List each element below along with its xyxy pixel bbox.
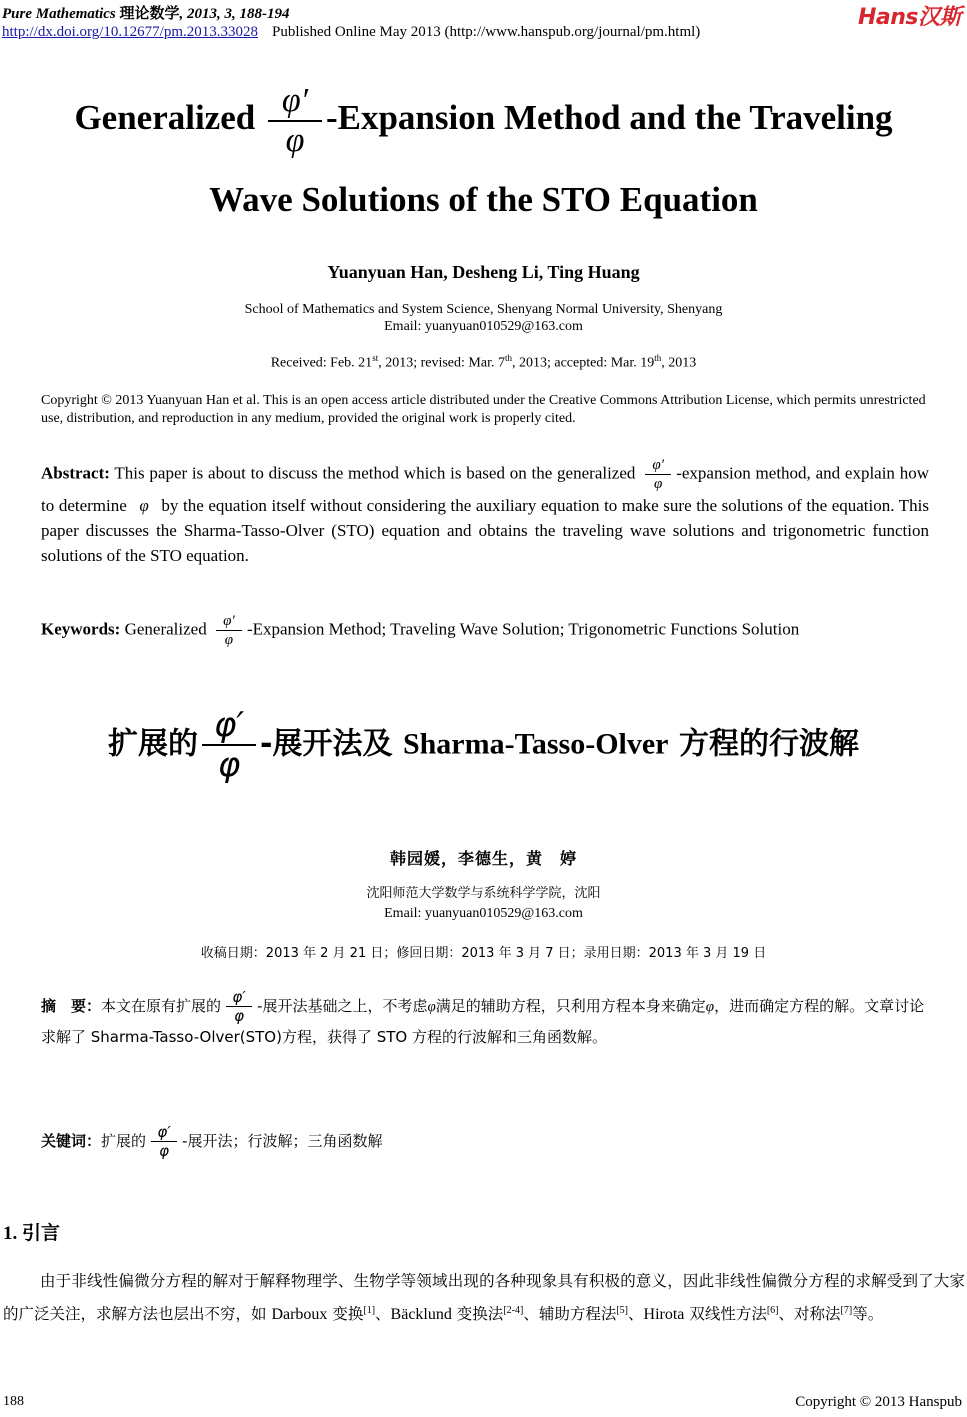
title-prefix: Generalized <box>74 98 256 138</box>
citation-ref[interactable]: [7] <box>840 1305 853 1316</box>
doi-link[interactable]: http://dx.doi.org/10.12677/pm.2013.33028 <box>2 24 258 40</box>
cn-dates: 收稿日期：2013 年 2 月 21 日；修回日期：2013 年 3 月 7 日；录用日期：2013 年 3 月 19 日 <box>200 946 767 961</box>
fraction-denominator: φ <box>159 1142 169 1160</box>
intro-text: 由于非线性偏微分方程的解对于解释物理学、生物学等领域出现的各种现象具有积极的意义，因此非线性偏微分方程的求解受到了大家的广泛关注，求解方法也层出不穷，如 <box>3 1272 965 1324</box>
fraction-numerator: φ′ <box>652 457 664 473</box>
fraction-denominator: φ <box>234 1007 244 1025</box>
citation-ref[interactable]: [2-4] <box>503 1305 524 1316</box>
cn-keywords-prefix: 扩展的 <box>101 1132 147 1150</box>
journal-name-cn: 理论数学 <box>119 6 180 22</box>
received-date: Received: Feb. 21 <box>270 355 373 371</box>
abstract <box>41 456 929 568</box>
intro-text: 、对称法 <box>778 1305 841 1324</box>
section-title: 引言 <box>22 1222 61 1244</box>
dates <box>0 353 967 372</box>
affiliation: School of Mathematics and System Science, Shenyang Normal University, Shenyang <box>244 302 723 317</box>
cn-abstract-text-4: ，进而确定方程的解。文章讨论求解了 Sharma-Tasso-Olver(STO)方程，获得了 STO 方程的行波解和三角函数解。 <box>41 997 925 1046</box>
published-info: Published Online May 2013 (http://www.hanspub.org/journal/pm.html) <box>271 24 701 40</box>
page-number: 188 <box>3 1394 24 1409</box>
keywords-prefix: Generalized <box>124 619 207 639</box>
journal-citation: , 2013, 3, 188-194 <box>179 6 290 22</box>
email: Email: yuanyuan010529@163.com <box>384 319 583 334</box>
citation-ref[interactable]: [6] <box>766 1305 779 1316</box>
abstract-text-2: -expansion method, and explain how to determine <box>41 463 929 515</box>
fraction-numerator: φ′ <box>213 705 245 745</box>
section-heading <box>3 1218 60 1245</box>
cn-abstract-fraction <box>226 988 252 1025</box>
dates-tail: , 2013 <box>661 355 697 371</box>
cn-title-suffix: 方程的行波解 <box>678 726 859 762</box>
accepted-sup: th <box>654 353 662 363</box>
keywords <box>41 612 941 649</box>
abstract-fraction <box>645 456 671 493</box>
cn-abstract-text-3: 满足的辅助方程，只利用方程本身来确定 <box>435 997 706 1015</box>
journal-name: Pure Mathematics <box>2 6 116 22</box>
revised-sup: th <box>504 353 512 363</box>
accepted-date: , 2013; accepted: Mar. 19 <box>511 355 655 371</box>
cn-abstract-label: 摘 要： <box>41 997 102 1015</box>
fraction-denominator: φ <box>285 122 305 159</box>
header-line <box>2 24 700 41</box>
revised-date: , 2013; revised: Mar. 7 <box>378 355 505 371</box>
phi-symbol: φ <box>139 496 149 515</box>
cn-abstract <box>41 988 933 1050</box>
intro-text: 、 <box>628 1305 644 1324</box>
cn-abstract-text-1: 本文在原有扩展的 <box>101 997 222 1015</box>
fraction-denominator: φ <box>224 632 234 648</box>
fraction-denominator: φ <box>217 745 241 785</box>
cn-paper-title <box>0 706 967 784</box>
hanspub-logo: Hans汉斯 <box>857 5 961 30</box>
intro-text: 、 <box>375 1305 391 1324</box>
phi-symbol: φ <box>705 999 715 1015</box>
cn-title-mid: -展开法及 <box>260 726 393 762</box>
copyright-notice: Copyright © 2013 Yuanyuan Han et al. This is an open access article distributed under the Creative Commons Attribution License, which permits unrestricted use, distribution, and reproduction in any medium, provided the original work is properly cited. <box>41 393 926 426</box>
affiliation-block <box>0 301 967 335</box>
fraction-denominator: φ <box>654 476 663 492</box>
intro-text: 、辅助方程法 <box>523 1305 617 1324</box>
fraction-numerator: φ′ <box>281 82 309 119</box>
cn-email: Email: yuanyuan010529@163.com <box>384 906 583 921</box>
keywords-fraction <box>216 612 242 649</box>
cn-authors: 韩园媛，李德生，黄 婷 <box>389 849 577 868</box>
fraction-numerator: φ′ <box>157 1123 171 1141</box>
journal-header <box>2 2 290 23</box>
keywords-label: Keywords: <box>41 619 121 639</box>
section-number: 1. <box>3 1223 18 1244</box>
cn-keywords-text: -展开法；行波解；三角函数解 <box>182 1132 383 1150</box>
keywords-text: -Expansion Method; Traveling Wave Solution; Trigonometric Functions Solution <box>246 619 800 639</box>
citation-ref[interactable]: [5] <box>616 1305 628 1316</box>
intro-text: 变换 <box>327 1305 364 1324</box>
paper-title-line2: Wave Solutions of the STO Equation <box>209 180 758 219</box>
authors: Yuanyuan Han, Desheng Li, Ting Huang <box>327 262 640 282</box>
intro-text: 等。 <box>852 1305 884 1324</box>
cn-affiliation-block <box>0 884 967 924</box>
cn-affiliation: 沈阳师范大学数学与系统科学学院，沈阳 <box>366 886 601 901</box>
cn-title-fraction <box>202 706 256 784</box>
intro-text: 变换法 <box>451 1305 504 1324</box>
intro-text: 双线性方法 <box>684 1305 767 1324</box>
footer-copyright: Copyright © 2013 Hanspub <box>795 1394 962 1410</box>
cn-title-prefix: 扩展的 <box>108 726 199 762</box>
cn-title-latin: Sharma-Tasso-Olver <box>402 727 669 761</box>
intro-latin: Hirota <box>643 1306 685 1324</box>
paper-title-line1 <box>0 82 967 160</box>
abstract-text-3: by the equation itself without considering the auxiliary equation to make sure the solutions of the equation. This paper discusses the Sharma-Tasso-Olver (STO) equation and obtains the traveling wave solutions and trigonometric function solutions of the STO equation. <box>41 496 930 565</box>
intro-paragraph <box>3 1266 965 1330</box>
fraction-numerator: φ′ <box>232 988 246 1006</box>
title-suffix: -Expansion Method and the Traveling <box>325 98 893 138</box>
cn-abstract-text-2: -展开法基础之上，不考虑 <box>257 997 428 1015</box>
intro-latin: Darboux <box>271 1306 328 1324</box>
citation-ref[interactable]: [1] <box>363 1305 376 1316</box>
abstract-text-1: This paper is about to discuss the method which is based on the generalized <box>114 463 636 483</box>
received-sup: st <box>372 353 379 363</box>
fraction-numerator: φ′ <box>223 613 235 629</box>
cn-keywords-fraction <box>151 1123 177 1160</box>
abstract-label: Abstract: <box>41 463 110 483</box>
intro-latin: Bäcklund <box>390 1306 452 1324</box>
title-fraction <box>268 82 322 160</box>
cn-keywords-label: 关键词： <box>41 1132 102 1150</box>
phi-symbol: φ <box>427 999 436 1015</box>
cn-keywords <box>41 1123 941 1160</box>
